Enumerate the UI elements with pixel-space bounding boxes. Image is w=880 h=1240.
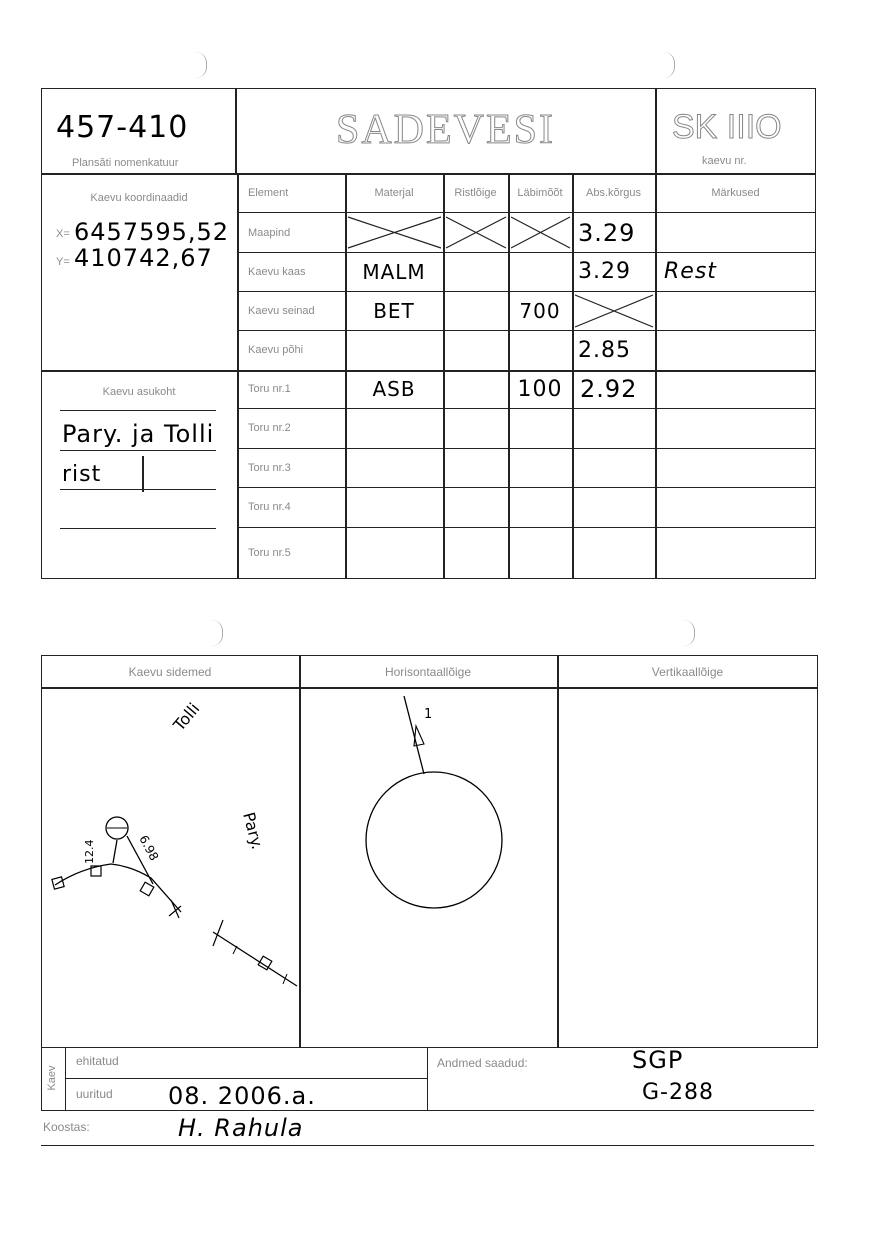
abs-height-value: 3.29 [578, 218, 636, 247]
coords-label: Kaevu koordinaadid [90, 192, 188, 204]
coord-y-prefix: Y= [56, 256, 70, 268]
kaev-label: Kaev [46, 1065, 58, 1091]
diameter-value: 700 [519, 298, 561, 323]
sketch-label-tolli: Tolli [169, 699, 204, 735]
sketch-label-distance-2: 12.4 [83, 839, 96, 864]
crossed-cell [346, 213, 443, 252]
row-element: Toru nr.3 [248, 461, 291, 474]
abs-height-value: 3.29 [578, 259, 631, 284]
data-source-label: Andmed saadud: [437, 1056, 528, 1070]
location-line-2: rist [62, 462, 102, 487]
data-source-value-2: G-288 [642, 1080, 714, 1105]
header-cross-section: Ristlõige [454, 187, 497, 199]
punch-mark-left [196, 52, 207, 78]
connections-sketch [41, 688, 299, 1048]
diameter-value: 100 [517, 376, 563, 402]
crossed-cell [509, 213, 572, 252]
row-element: Toru nr.1 [248, 383, 291, 395]
row-element: Toru nr.5 [248, 547, 291, 559]
well-number-label: kaevu nr. [702, 155, 747, 167]
location-label: Kaevu asukoht [102, 386, 176, 398]
header-material: Materjal [374, 187, 414, 199]
nomenclature-value: 457-410 [56, 110, 189, 145]
location-line-1: Pary. ja Tolli [62, 420, 215, 448]
row-element: Kaevu seinad [248, 304, 315, 317]
well-number-value: SK IIIO [672, 108, 782, 146]
row-element: Toru nr.2 [248, 422, 291, 434]
row-element: Maapind [248, 226, 291, 239]
data-source-value-1: SGP [632, 1046, 684, 1074]
sketch-label-distance-1: 6.98 [136, 832, 162, 863]
row-element: Kaevu kaas [248, 265, 306, 278]
punch-mark-left [212, 620, 223, 646]
built-label: ehitatud [76, 1054, 119, 1068]
row-element: Kaevu põhi [248, 344, 304, 356]
material-value: BET [373, 298, 415, 323]
header-element: Element [248, 187, 289, 199]
form-title: SADEVESI [335, 107, 555, 153]
punch-mark-right [684, 620, 695, 646]
sketch-label-1: 1 [424, 707, 433, 722]
material-value: MALM [362, 259, 426, 284]
coord-x-value: 6457595,52 [74, 218, 230, 246]
punch-mark-right [664, 52, 675, 78]
material-value: ASB [372, 377, 416, 401]
coord-y-value: 410742,67 [74, 244, 213, 272]
abs-height-value: 2.92 [580, 375, 638, 403]
column-header-horizontal: Horisontaallõige [384, 665, 472, 679]
sketch-label-pary: Pary. [239, 810, 268, 852]
row-element: Toru nr.4 [248, 501, 291, 513]
column-header-vertical: Vertikaallõige [651, 665, 724, 679]
crossed-cell [444, 213, 508, 252]
compiled-value: H. Rahula [178, 1114, 304, 1142]
crossed-cell [573, 292, 655, 330]
notes-value: Rest [664, 259, 717, 284]
horizontal-section-sketch [300, 688, 557, 1048]
compiled-label: Koostas: [43, 1120, 90, 1134]
column-header-connections: Kaevu sidemed [128, 665, 212, 679]
surveyed-value: 08. 2006.a. [168, 1082, 316, 1110]
header-notes: Märkused [711, 187, 760, 199]
abs-height-value: 2.85 [578, 337, 631, 363]
header-diameter: Läbimõõt [517, 187, 563, 199]
surveyed-label: uuritud [76, 1087, 113, 1101]
header-abs-height: Abs.kõrgus [585, 187, 642, 199]
coord-x-prefix: X= [56, 228, 70, 240]
nomenclature-label: Plansăti nomenkatuur [72, 157, 179, 169]
